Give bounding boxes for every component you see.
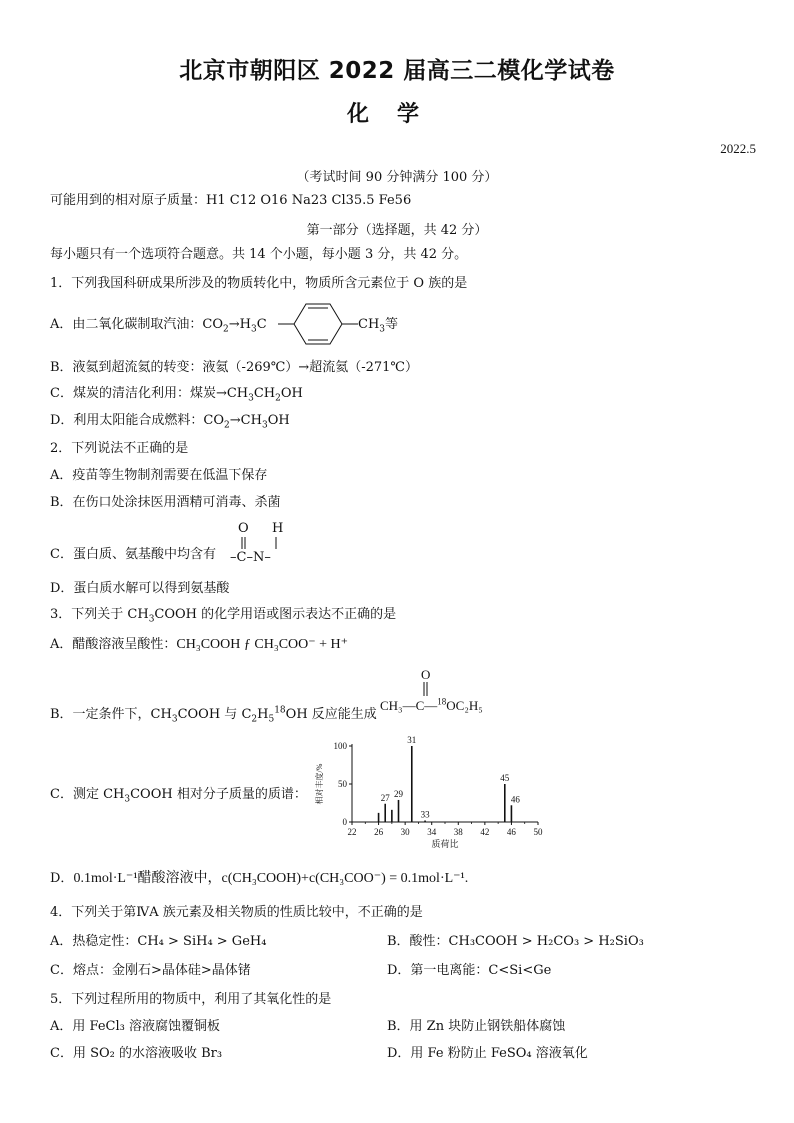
peak-label: 31 <box>407 735 417 745</box>
q3-b-mid: COOH 与 C <box>177 707 252 722</box>
x-axis-label: 质荷比 <box>431 839 459 849</box>
exam-note: （考试时间 90 分钟满分 100 分） <box>296 170 498 185</box>
ester-isotope: 18 <box>437 696 447 707</box>
q1-option-d <box>50 412 290 430</box>
x-tick-label: 38 <box>453 827 463 837</box>
q3-stem <box>50 606 396 624</box>
x-tick-label: 34 <box>427 827 437 837</box>
q3-stem-post: COOH 的化学用语或图示表达不正确的是 <box>154 607 397 622</box>
ester-right: OC₂H₅ <box>446 698 483 713</box>
sub: 5 <box>268 714 275 725</box>
q3-b-h: H <box>257 707 269 722</box>
amide-bonds <box>238 537 288 549</box>
q5-option-d: D．用 Fe 粉防止 FeSO₄ 溶液氧化 <box>387 1046 588 1061</box>
sub: 3 <box>171 714 178 725</box>
y-axis-label: 相对丰度/% <box>315 763 324 805</box>
x-tick-label: 30 <box>400 827 410 837</box>
y-tick-label: 100 <box>333 741 347 751</box>
amide-struct: –C–N– <box>230 550 271 565</box>
ester-left: CH₃—C— <box>380 698 438 713</box>
y-tick-label: 50 <box>338 779 347 789</box>
x-tick-label: 42 <box>480 827 490 837</box>
y-tick-label: 0 <box>342 817 347 827</box>
ester-structure <box>380 698 483 714</box>
peak-label: 45 <box>500 773 510 783</box>
q5-option-a: A．用 FeCl₃ 溶液腐蚀覆铜板 <box>50 1019 220 1034</box>
q1-a-mid: →H <box>228 317 251 332</box>
q1-c-mid: CH <box>253 386 276 401</box>
x-tick-label: 50 <box>533 827 543 837</box>
q5-stem: 5．下列过程所用的物质中，利用了其氧化性的是 <box>50 992 332 1007</box>
atomic-masses: 可能用到的相对原子质量：H1 C12 O16 Na23 Cl35.5 Fe56 <box>50 193 412 208</box>
ester-double-bond <box>420 682 432 696</box>
q1-option-b: B．液氦到超流氦的转变：液氦（-269℃）→超流氦（-271℃） <box>50 360 418 375</box>
amide-h: H <box>272 521 284 536</box>
q3-option-d <box>50 870 468 888</box>
sub: 2 <box>275 393 281 404</box>
sub: 3 <box>248 393 254 404</box>
q1-d-text: D．利用太阳能合成燃料：CO <box>50 413 225 428</box>
peak-label: 29 <box>394 788 403 799</box>
q1-a-c: C <box>256 317 267 332</box>
q5-option-b: B．用 Zn 块防止钢铁船体腐蚀 <box>387 1019 566 1034</box>
q3-b-pre: B．一定条件下，CH <box>50 707 172 722</box>
q1-stem: 1．下列我国科研成果所涉及的物质转化中，物质所含元素位于 O 族的是 <box>50 276 468 291</box>
q1-d-end: OH <box>267 413 290 428</box>
q1-a-tail <box>358 316 398 334</box>
exam-date: 2022.5 <box>720 141 756 156</box>
q3-option-c <box>50 786 307 804</box>
part1-heading: 第一部分（选择题，共 42 分） <box>306 223 488 238</box>
q3-a-eq: CH₃COOH ƒ CH₃COO⁻ + H⁺ <box>176 637 349 652</box>
q3-c-pre: C．测定 CH <box>50 787 125 802</box>
q2-stem: 2．下列说法不正确的是 <box>50 441 189 456</box>
q3-option-b <box>50 706 377 724</box>
q3-b-end: OH 反应能生成 <box>285 707 377 722</box>
amide-o: O <box>238 521 249 536</box>
sub: 2 <box>224 420 230 431</box>
sub: 2 <box>251 714 258 725</box>
q4-option-d: D．第一电离能：C<Si<Ge <box>387 963 552 978</box>
x-tick-label: 46 <box>506 827 516 837</box>
sub: 3 <box>148 614 155 625</box>
q3-d-pre: D． <box>50 871 74 886</box>
x-tick-label: 26 <box>374 827 384 837</box>
q2-option-d: D．蛋白质水解可以得到氨基酸 <box>50 581 230 596</box>
q2-option-c: C．蛋白质、氨基酸中均含有 <box>50 547 216 562</box>
q1-option-a <box>50 316 267 334</box>
q1-a-suffix: 等 <box>385 317 399 332</box>
q5-option-c: C．用 SO₂ 的水溶液吸收 Br₃ <box>50 1046 223 1061</box>
peak-label: 46 <box>510 794 520 805</box>
q3-d-text: 0.1mol·L⁻¹醋酸溶液中，c(CH₃COOH)+c(CH₃COO⁻) = 0.1mol·L⁻¹. <box>73 871 469 886</box>
q1-a-ch3: CH <box>358 317 380 332</box>
mass-spectrum-chart <box>310 735 555 850</box>
q2-option-b: B．在伤口处涂抹医用酒精可消毒、杀菌 <box>50 495 281 510</box>
peak-label: 33 <box>420 809 430 820</box>
sub: 3 <box>250 324 257 335</box>
q1-a-prefix: A．由二氧化碳制取汽油：CO <box>50 317 223 332</box>
q4-option-b: B．酸性：CH₃COOH > H₂CO₃ > H₂SiO₃ <box>387 934 644 949</box>
q3-a-pre: A．醋酸溶液呈酸性： <box>50 637 177 652</box>
sub: 3 <box>261 420 268 431</box>
q1-c-text: C．煤炭的清洁化利用：煤炭→CH <box>50 386 249 401</box>
sub: 3 <box>124 794 131 805</box>
q2-option-a: A．疫苗等生物制剂需要在低温下保存 <box>50 468 268 483</box>
benzene-ring-icon <box>278 300 358 348</box>
q3-stem-pre: 3．下列关于 CH <box>50 607 149 622</box>
x-tick-label: 22 <box>347 827 357 837</box>
page-title: 北京市朝阳区 2022 届高三二模化学试卷 <box>179 58 615 84</box>
q4-option-a: A．热稳定性：CH₄ > SiH₄ > GeH₄ <box>50 934 267 949</box>
subject-title: 化学 <box>346 102 447 127</box>
q4-stem: 4．下列关于第ⅣA 族元素及相关物质的性质比较中，不正确的是 <box>50 905 423 920</box>
q1-option-c <box>50 385 303 403</box>
sub: 2 <box>223 324 229 335</box>
peak-label: 27 <box>380 792 390 803</box>
q4-option-c: C．熔点：金刚石>晶体硅>晶体锗 <box>50 963 251 978</box>
q3-option-a <box>50 636 348 654</box>
sub: 3 <box>379 324 386 335</box>
part1-instructions: 每小题只有一个选项符合题意。共 14 个小题，每小题 3 分，共 42 分。 <box>50 247 468 262</box>
ester-o: O <box>421 667 431 682</box>
q1-d-mid: →CH <box>229 413 262 428</box>
q3-c-end: COOH 相对分子质量的质谱： <box>130 787 307 802</box>
isotope: 18 <box>274 705 286 716</box>
q1-c-end: OH <box>280 386 303 401</box>
